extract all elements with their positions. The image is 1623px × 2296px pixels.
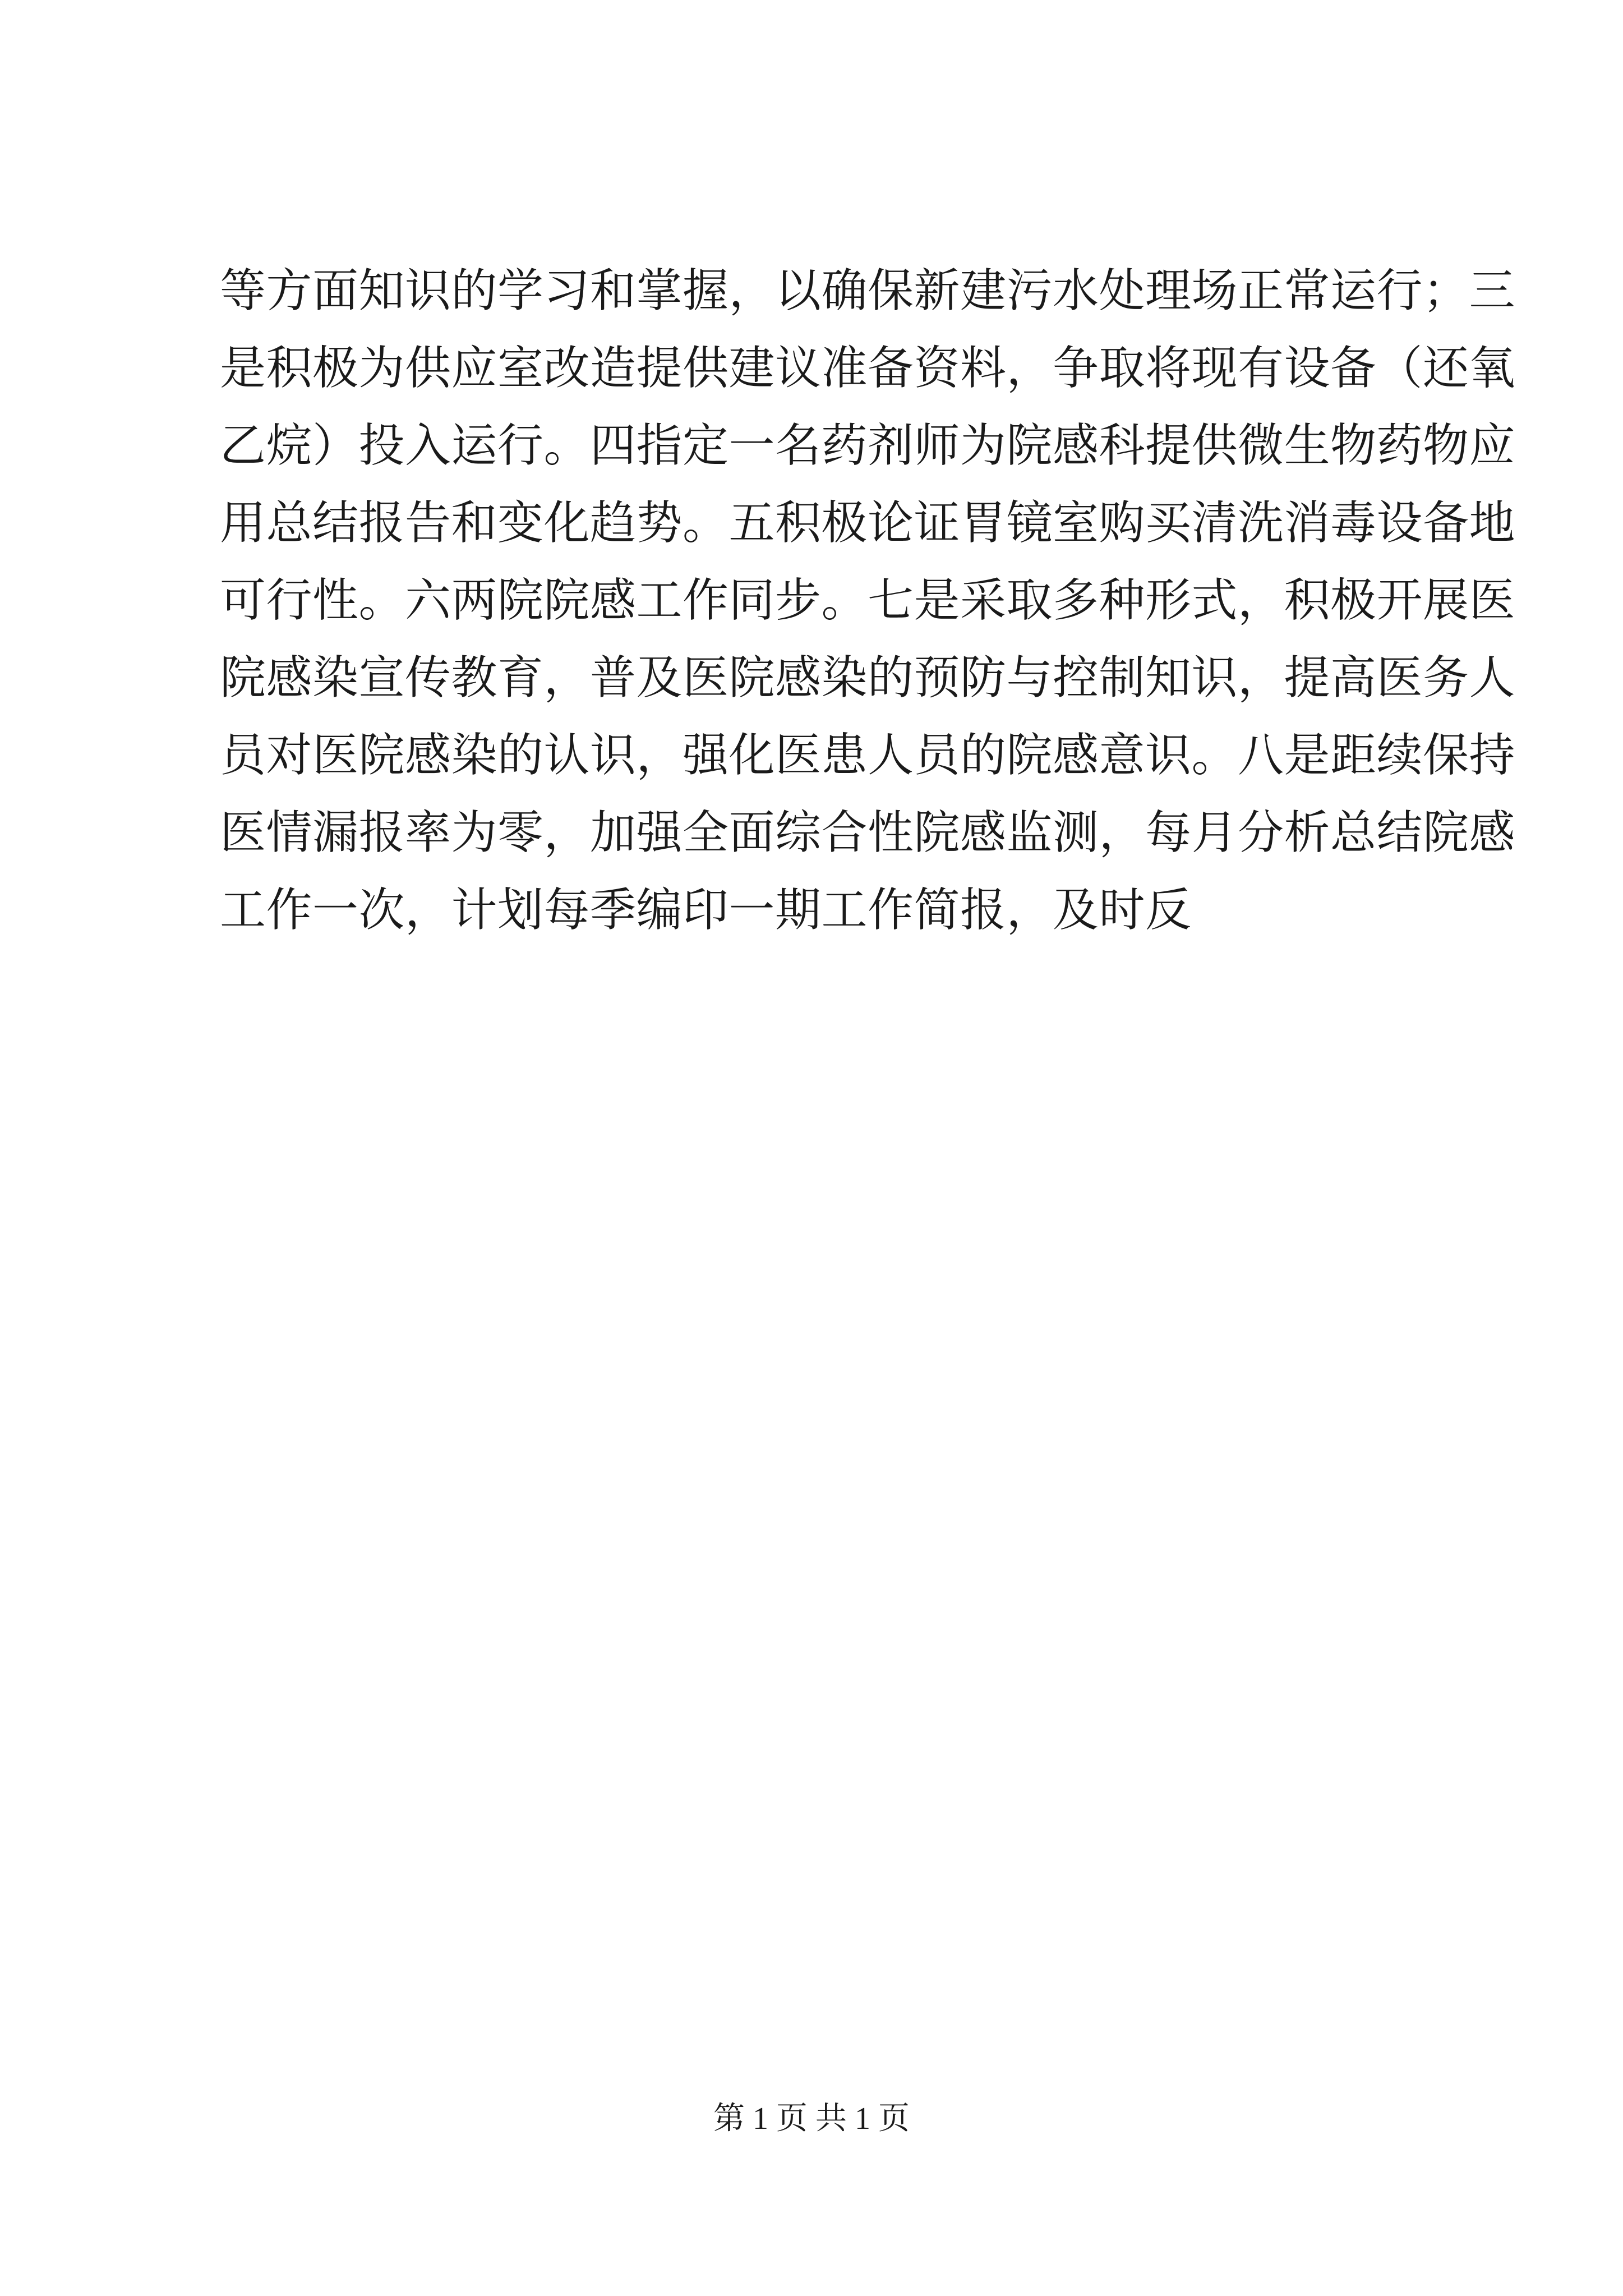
text-line: 员对医院感染的认识，强化医患人员的院感意识。八是距续保持: [220, 729, 1516, 782]
text-line: 乙烷）投入运行。四指定一名药剂师为院感科提供微生物药物应: [220, 419, 1516, 472]
text-line: 院感染宣传教育，普及医院感染的预防与控制知识，提高医务人: [220, 651, 1516, 705]
text-line-last: 工作一次，计划每季编印一期工作简报，及时反: [220, 884, 1192, 937]
text-line: 等方面知识的学习和掌握，以确保新建污水处理场正常运行；三: [220, 264, 1516, 318]
text-line: 用总结报告和变化趋势。五积极论证胃镜室购买清洗消毒设备地: [220, 496, 1516, 550]
body-paragraph: [220, 252, 1516, 949]
text-line: 医情漏报率为零，加强全面综合性院感监测，每月分析总结院感: [220, 806, 1516, 859]
page-number-footer: 第 1 页 共 1 页: [713, 2101, 910, 2136]
text-line: 可行性。六两院院感工作同步。七是采取多种形式，积极开展医: [220, 574, 1516, 627]
text-line: 是积极为供应室改造提供建议准备资料，争取将现有设备（还氧: [220, 342, 1516, 395]
